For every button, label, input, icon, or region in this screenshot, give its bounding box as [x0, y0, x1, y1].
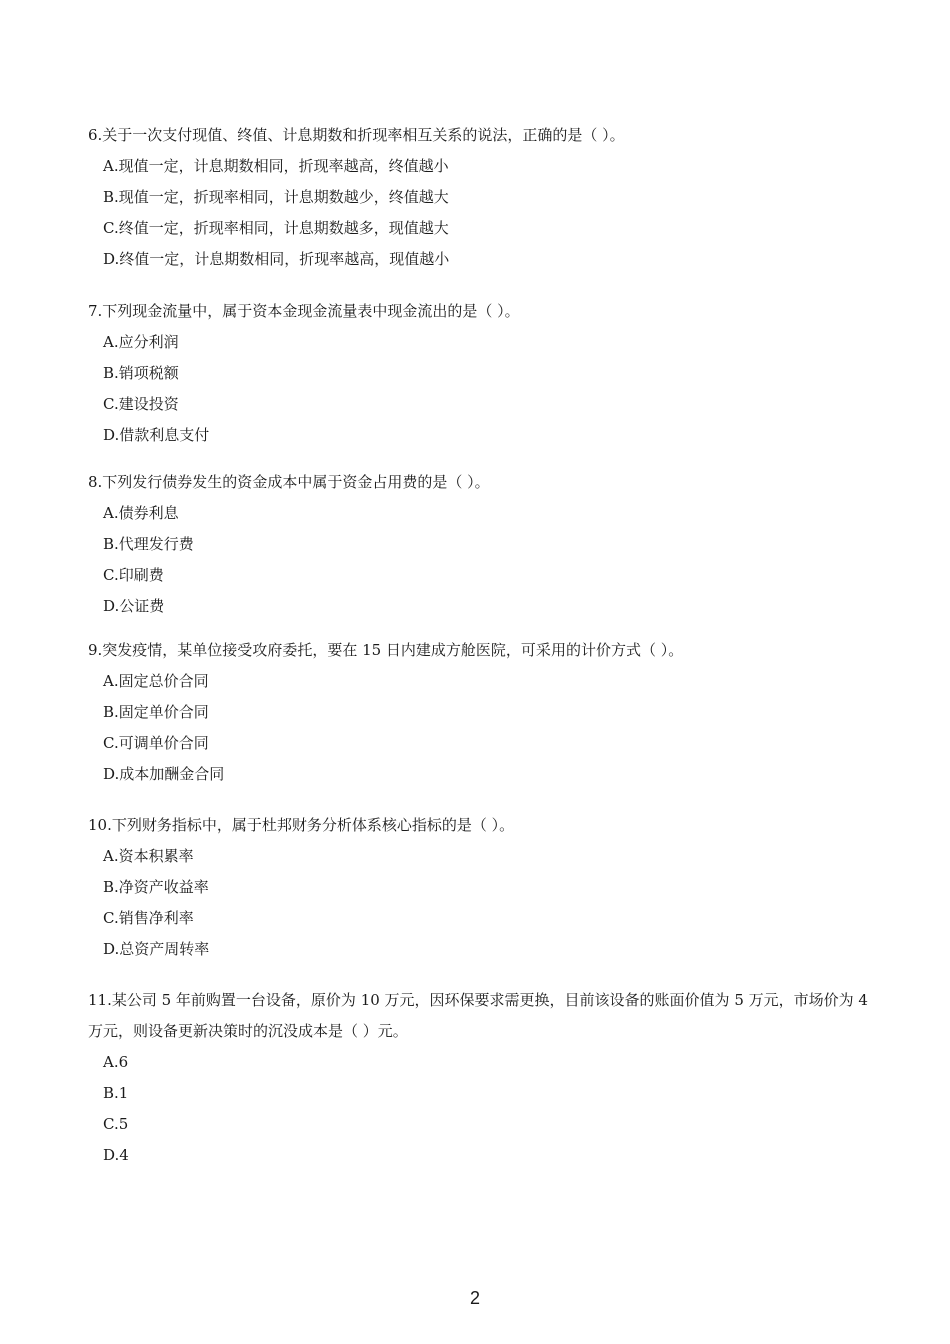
option-d: D.公证费	[103, 597, 165, 615]
option-list	[88, 841, 868, 965]
option-b: B.1	[103, 1084, 129, 1102]
page-number: 2	[469, 1288, 480, 1308]
question-8	[88, 467, 868, 622]
option-c: C.可调单价合同	[103, 734, 209, 752]
option-d: D.成本加酬金合同	[103, 765, 225, 783]
option-a: A.债券利息	[103, 504, 179, 522]
option-b: B.固定单价合同	[103, 703, 209, 721]
question-stem: 8.下列发行债券发生的资金成本中属于资金占用费的是（ ）。	[88, 473, 490, 491]
option-list	[88, 666, 868, 790]
option-c: C.终值一定，折现率相同，计息期数越多，现值越大	[103, 219, 449, 237]
question-10	[88, 810, 868, 965]
option-list	[88, 498, 868, 622]
question-11	[88, 985, 868, 1171]
option-c: C.5	[103, 1115, 129, 1133]
option-d: D.4	[103, 1146, 129, 1164]
option-c: C.销售净利率	[103, 909, 194, 927]
question-stem: 7.下列现金流量中，属于资本金现金流量表中现金流出的是（ ）。	[88, 302, 520, 320]
option-b: B.净资产收益率	[103, 878, 209, 896]
option-list	[88, 1047, 868, 1171]
option-b: B.销项税额	[103, 364, 179, 382]
option-b: B.代理发行费	[103, 535, 194, 553]
question-6	[88, 120, 868, 275]
option-b: B.现值一定，折现率相同，计息期数越少，终值越大	[103, 188, 449, 206]
option-a: A.应分利润	[103, 333, 179, 351]
question-stem: 9.突发疫情，某单位接受攻府委托，要在 15 日内建成方舱医院，可采用的计价方式（ ）。	[88, 641, 684, 659]
option-list	[88, 151, 868, 275]
question-stem: 10.下列财务指标中，属于杜邦财务分析体系核心指标的是（ ）。	[88, 816, 515, 834]
question-9	[88, 635, 868, 790]
option-d: D.总资产周转率	[103, 940, 210, 958]
option-c: C.印刷费	[103, 566, 164, 584]
option-a: A.固定总价合同	[103, 672, 209, 690]
option-a: A.6	[103, 1053, 129, 1071]
option-list	[88, 327, 868, 451]
option-d: D.借款利息支付	[103, 426, 210, 444]
option-d: D.终值一定，计息期数相同，折现率越高，现值越小	[103, 250, 450, 268]
question-stem: 6.关于一次支付现值、终值、计息期数和折现率相互关系的说法，正确的是（ ）。	[88, 126, 625, 144]
option-c: C.建设投资	[103, 395, 179, 413]
question-stem: 11.某公司 5 年前购置一台设备，原价为 10 万元，因环保要求需更换，目前该设备的账面价值为 5 万元，市场价为 4 万元，则设备更新决策时的沉没成本是（ ）元。	[88, 991, 868, 1040]
option-a: A.资本积累率	[103, 847, 194, 865]
question-7	[88, 296, 868, 451]
option-a: A.现值一定，计息期数相同，折现率越高，终值越小	[103, 157, 449, 175]
